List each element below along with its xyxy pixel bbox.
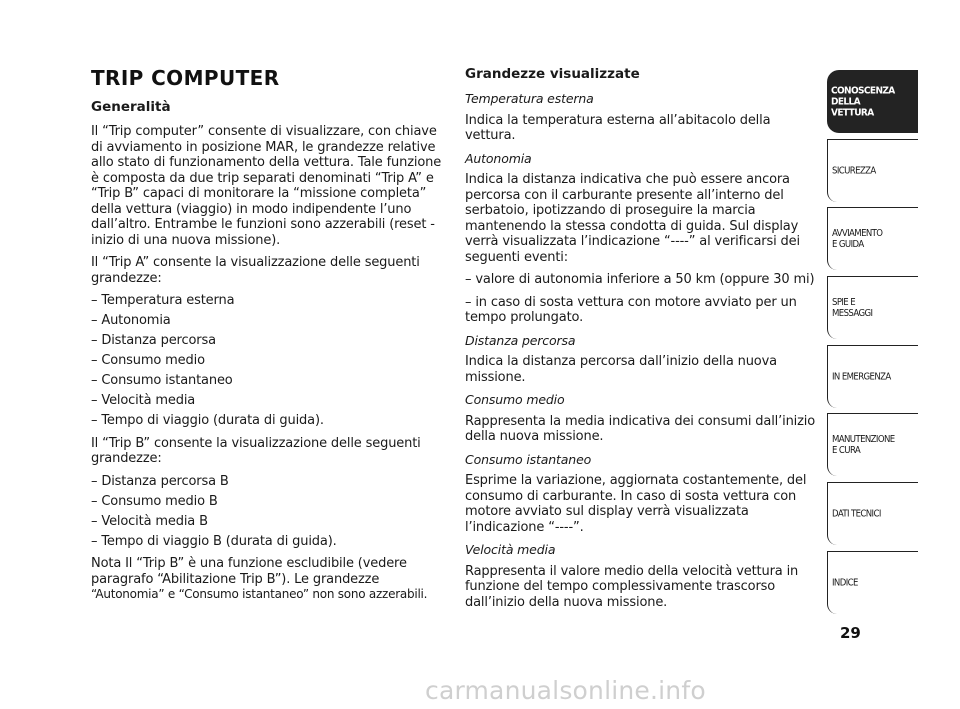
item-text-autonomia-event-2: – in caso di sosta vettura con motore avviato per un tempo prolungato.: [465, 294, 797, 325]
left-column: [91, 66, 451, 610]
list-item: – Tempo di viaggio B (durata di guida).: [91, 533, 337, 549]
item-heading-consumo-istantaneo: Consumo istantaneo: [465, 451, 592, 467]
list-item: – Velocità media: [91, 393, 196, 408]
page-title: TRIP COMPUTER: [91, 66, 280, 90]
item-text-distanza: Indica la distanza percorsa dall’inizio della nuova missione.: [465, 354, 777, 385]
tab-sicurezza[interactable]: [827, 139, 918, 202]
item-text-consumo-medio: Rappresenta la media indicativa dei consumi dall’inizio della nuova missione.: [465, 413, 816, 444]
tab-avviamento-e-guida[interactable]: [827, 207, 918, 270]
list-trip-b: [91, 474, 451, 550]
section-heading-grandezze: Grandezze visualizzate: [465, 66, 640, 82]
paragraph-intro: Il “Trip computer” consente di visualizzare, con chiave di avviamento in posizione MAR, le grandezze relative allo stato di funzionamento della vettura. Tale funzione è composta da due trip separati denominati “Trip A” e “Trip B” capaci di monitorare la “missione completa” della vettura (viaggio) in modo indipendente l’uno dall’altro. Entrambe le funzioni sono azzerabili (reset - inizio di una nuova missione).: [91, 124, 442, 248]
list-item: – Autonomia: [91, 313, 171, 328]
list-item: – Distanza percorsa: [91, 333, 216, 348]
list-item: – Consumo medio: [91, 353, 205, 368]
item-text-velocita: Rappresenta il valore medio della velocità vettura in funzione del tempo complessivamente trascorso dall’inizio della nuova missione.: [465, 563, 799, 610]
tab-dati-tecnici[interactable]: [827, 482, 918, 545]
list-item: – Temperatura esterna: [91, 293, 235, 308]
item-text-autonomia: Indica la distanza indicativa che può essere ancora percorsa con il carburante presente all’interno del serbatoio, ipotizzando di proseguire la marcia mantenendo la stessa condotta di guida. Sul display verrà visualizzata l’indicazione “----” al verificarsi dei seguenti eventi:: [465, 172, 800, 265]
item-heading-distanza: Distanza percorsa: [465, 332, 576, 348]
paragraph-trip-b: Il “Trip B” consente la visualizzazione delle seguenti grandezze:: [91, 435, 421, 466]
chapter-tabs: [827, 70, 918, 620]
tab-label: DATI TECNICI: [832, 508, 881, 520]
tab-label: SICUREZZA: [832, 165, 876, 177]
list-trip-a: [91, 293, 451, 429]
tab-label: CONOSCENZA DELLA VETTURA: [831, 85, 895, 118]
tab-label: MANUTENZIONE E CURA: [832, 434, 895, 457]
tab-label: SPIE E MESSAGGI: [832, 297, 873, 320]
item-heading-temperatura: Temperatura esterna: [465, 91, 594, 106]
list-item: – Tempo di viaggio (durata di guida).: [91, 413, 324, 428]
item-text-autonomia-event-1: – valore di autonomia inferiore a 50 km (oppure 30 mi): [465, 272, 815, 287]
note-text: Nota Il “Trip B” è una funzione escludibile (vedere paragrafo “Abilitazione Trip B”). Le grandezze: [91, 556, 407, 587]
tab-manutenzione-e-cura[interactable]: [827, 413, 918, 476]
tab-indice[interactable]: [827, 551, 918, 614]
watermark: carmanualsonline.info: [425, 676, 706, 705]
note-text-end: “Autonomia” e “Consumo istantaneo” non sono azzerabili.: [91, 587, 428, 601]
paragraph-trip-a: Il “Trip A” consente la visualizzazione delle seguenti grandezze:: [91, 255, 420, 286]
item-heading-velocita: Velocità media: [465, 542, 556, 557]
tab-label: IN EMERGENZA: [832, 371, 891, 383]
tab-label: INDICE: [832, 577, 858, 589]
tab-label: AVVIAMENTO E GUIDA: [832, 228, 883, 251]
list-item: – Velocità media B: [91, 513, 208, 529]
tab-in-emergenza[interactable]: [827, 345, 918, 408]
section-heading-generalita: Generalità: [91, 99, 171, 115]
item-text-consumo-istantaneo: Esprime la variazione, aggiornata costantemente, del consumo di carburante. In caso di sosta vettura con motore avviato sul display verrà visualizzata l’indicazione “----”.: [465, 473, 807, 535]
note-paragraph: [91, 556, 451, 603]
tab-conoscenza-della-vettura[interactable]: [827, 70, 918, 133]
middle-column: [465, 66, 820, 617]
list-item: – Distanza percorsa B: [91, 473, 229, 489]
item-text-temperatura: Indica la temperatura esterna all’abitacolo della vettura.: [465, 112, 771, 143]
item-heading-autonomia: Autonomia: [465, 150, 532, 166]
page-number: 29: [840, 624, 861, 642]
item-heading-consumo-medio: Consumo medio: [465, 392, 565, 407]
list-item: – Consumo medio B: [91, 493, 218, 509]
tab-spie-e-messaggi[interactable]: [827, 276, 918, 339]
list-item: – Consumo istantaneo: [91, 373, 233, 388]
